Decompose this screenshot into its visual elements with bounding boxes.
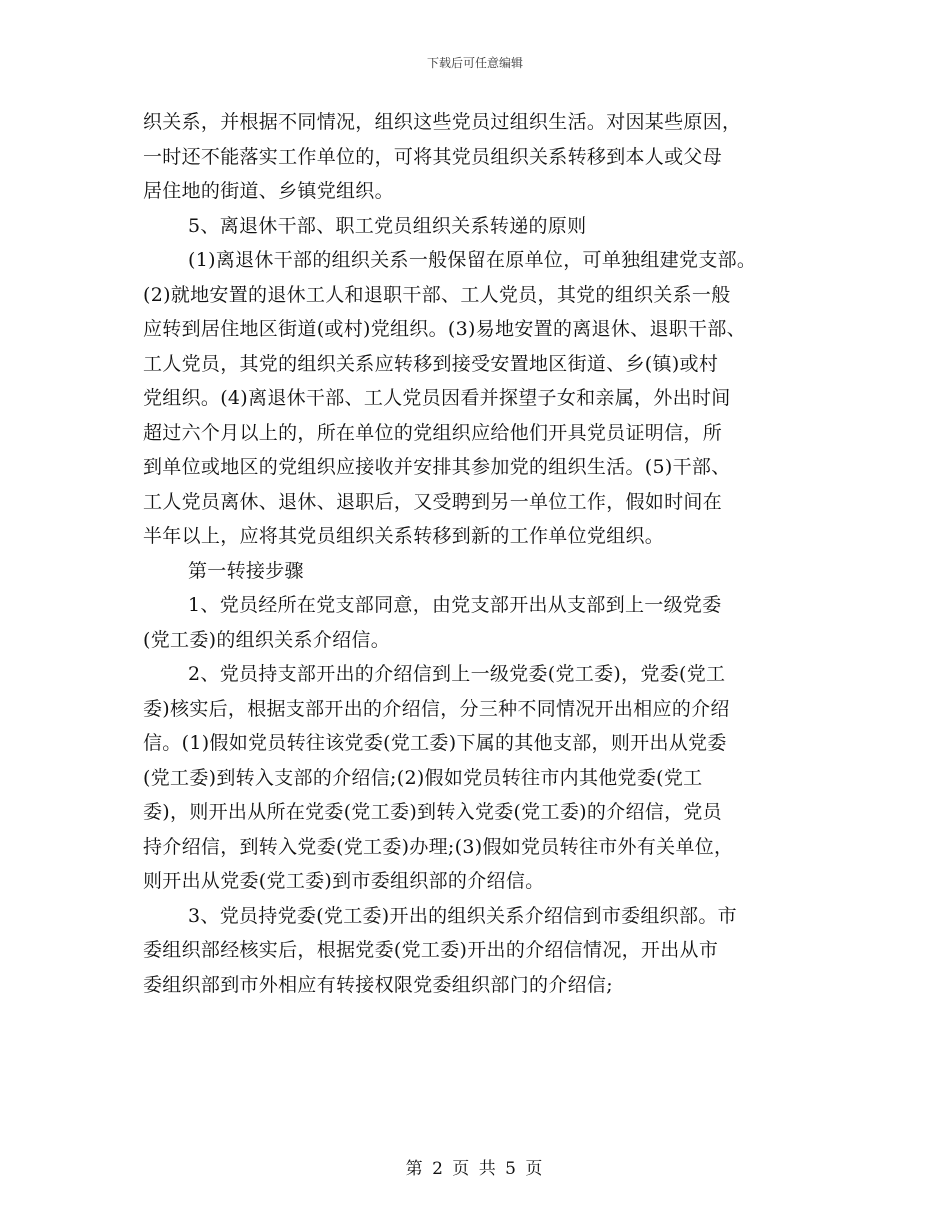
text-line: 2、党员持支部开出的介绍信到上一级党委(党工委)，党委(党工 (188, 663, 726, 685)
text-line: 党组织。(4)离退休干部、工人党员因看并探望子女和亲属，外出时间 (143, 387, 731, 409)
text-line: (党工委)的组织关系介绍信。 (143, 628, 391, 651)
text-line: 信。(1)假如党员转往该党委(党工委)下属的其他支部，则开出从党委 (143, 732, 727, 754)
text-line: 1、党员经所在党支部同意，由党支部开出从支部到上一级党委 (188, 594, 722, 616)
text-line: 委组织部经核实后，根据党委(党工委)开出的介绍信情况，开出从市 (143, 939, 719, 961)
text-line: 则开出从党委(党工委)到市委组织部的介绍信。 (143, 870, 545, 892)
text-line: 应转到居住地区街道(或村)党组织。(3)易地安置的离退休、退职干部、 (143, 318, 746, 340)
text-line: (党工委)到转入支部的介绍信;(2)假如党员转往市内其他党委(党工 (143, 766, 703, 789)
section-heading: 5、离退休干部、职工党员组织关系转递的原则 (188, 214, 587, 237)
text-line: (2)就地安置的退休工人和退职干部、工人党员，其党的组织关系一般 (143, 283, 731, 306)
text-line: 委)核实后，根据支部开出的介绍信，分三种不同情况开出相应的介绍 (143, 697, 730, 720)
text-line: 工人党员离休、退休、退职后，又受聘到另一单位工作，假如时间在 (143, 490, 723, 513)
text-line: 一时还不能落实工作单位的，可将其党员组织关系转移到本人或父母 (143, 145, 723, 168)
text-line: 3、党员持党委(党工委)开出的组织关系介绍信到市委组织部。市 (188, 904, 737, 927)
text-line: 委)，则开出从所在党委(党工委)到转入党委(党工委)的介绍信，党员 (143, 801, 722, 823)
text-line: 半年以上，应将其党员组织关系转移到新的工作单位党组织。 (143, 525, 665, 547)
text-line: 织关系，并根据不同情况，组织这些党员过组织生活。对因某些原因， (143, 111, 742, 133)
text-line: 居住地的街道、乡镇党组织。 (143, 180, 394, 202)
text-line: 工人党员，其党的组织关系应转移到接受安置地区街道、乡(镇)或村 (143, 352, 719, 375)
section-heading: 第一转接步骤 (188, 559, 304, 582)
text-line: (1)离退休干部的组织关系一般保留在原单位，可单独组建党支部。 (188, 249, 757, 271)
document-body (143, 105, 823, 1002)
text-line: 持介绍信，到转入党委(党工委)办理;(3)假如党员转往市外有关单位， (143, 835, 734, 858)
text-line: 到单位或地区的党组织应接收并安排其参加党的组织生活。(5)干部、 (143, 456, 731, 478)
text-line: 委组织部到市外相应有转接权限党委组织部门的介绍信; (143, 973, 613, 996)
text-line: 超过六个月以上的，所在单位的党组织应给他们开具党员证明信，所 (143, 421, 723, 444)
page-header: 下载后可任意编辑 (426, 56, 523, 70)
page-number-footer: 第 2 页 共 5 页 (405, 1159, 545, 1179)
